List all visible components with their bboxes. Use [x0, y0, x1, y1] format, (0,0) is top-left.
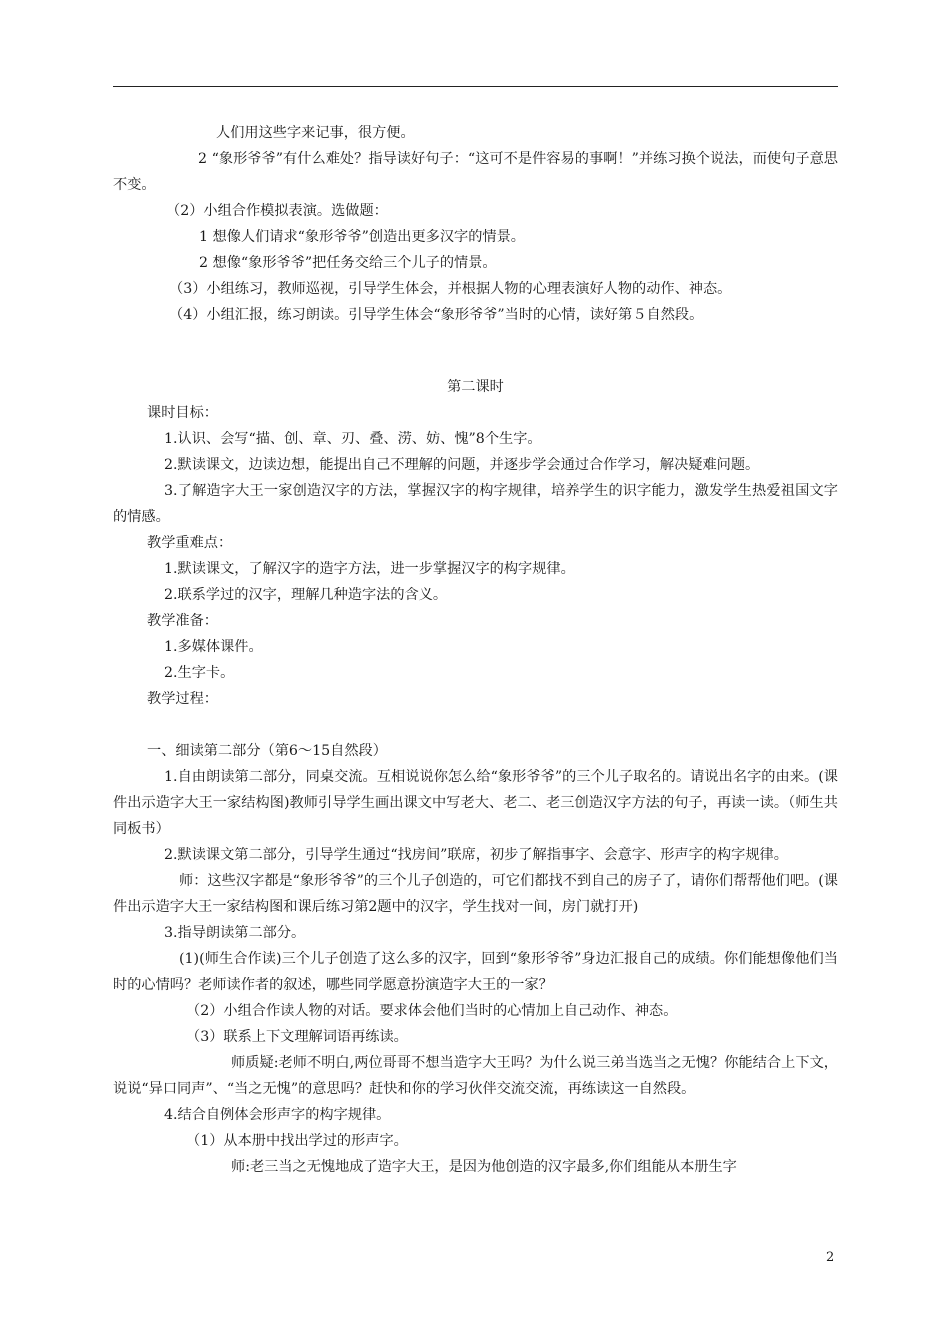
- list-item: 3.指导朗读第二部分。: [164, 925, 306, 941]
- paragraph: (1)(师生合作读)三个儿子创造了这么多的汉字，回到“象形爷爷”身边汇报自己的成绩。你们能想像他们当时的心情吗？老师读作者的叙述，哪些同学愿意扮演造字大王的一家？: [113, 951, 838, 993]
- spacer: [113, 328, 838, 354]
- heading: 课时目标：: [147, 405, 218, 421]
- heading: 教学过程：: [147, 691, 218, 707]
- paragraph: 2 想像“象形爷爷”把任务交给三个儿子的情景。: [199, 255, 497, 271]
- paragraph: 师：这些汉字都是“象形爷爷”的三个儿子创造的，可它们都找不到自己的房子了，请你们帮帮他们吧。(课件出示造字大王一家结构图和课后练习第2题中的汉字，学生找对一间，房门就打开): [113, 873, 838, 915]
- paragraph: 人们用这些字来记事，很方便。: [216, 125, 415, 141]
- list-item: 2.默读课文，边读边想，能提出自己不理解的问题，并逐步学会通过合作学习，解决疑难问题。: [164, 457, 760, 473]
- list-item: 4.结合自例体会形声字的构字规律。: [164, 1107, 391, 1123]
- paragraph: （2）小组合作模拟表演。选做题：: [166, 203, 388, 219]
- document-body: [113, 120, 838, 1180]
- paragraph: （3）小组练习，教师巡视，引导学生体会，并根据人物的心理表演好人物的动作、神态。: [169, 281, 732, 297]
- paragraph: （2）小组合作读人物的对话。要求体会他们当时的心情加上自己动作、神态。: [186, 1003, 678, 1019]
- list-item: 1.默读课文，了解汉字的造字方法，进一步掌握汉字的构字规律。: [164, 561, 575, 577]
- list-item: 2.联系学过的汉字，理解几种造字法的含义。: [164, 587, 448, 603]
- spacer: [113, 354, 838, 374]
- paragraph: 师质疑:老师不明白,两位哥哥不想当造字大王吗？为什么说三弟当选当之无愧？你能结合上下文，说说“异口同声”、“当之无愧”的意思吗？赶快和你的学习伙伴交流交流，再练读这一自然段。: [113, 1055, 838, 1097]
- paragraph: 师:老三当之无愧地成了造字大王，是因为他创造的汉字最多,你们组能从本册生字: [231, 1159, 737, 1175]
- heading: 一、细读第二部分（第6～15自然段）: [147, 743, 387, 759]
- header-rule: [113, 86, 838, 87]
- paragraph: 2.默读课文第二部分，引导学生通过“找房间”联席，初步了解指事字、会意字、形声字的构字规律。: [164, 847, 788, 863]
- list-item: 2.生字卡。: [164, 665, 235, 681]
- paragraph: （3）联系上下文理解词语再练读。: [186, 1029, 408, 1045]
- paragraph: 1.自由朗读第二部分，同桌交流。互相说说你怎么给“象形爷爷”的三个儿子取名的。请说出名字的由来。(课件出示造字大王一家结构图)教师引导学生画出课文中写老大、老二、老三创造汉字方法的句子，再读一读。（师生共同板书）: [113, 769, 838, 837]
- paragraph: 2 “象形爷爷”有什么难处？指导读好句子：“这可不是件容易的事啊！”并练习换个说法，而使句子意思不变。: [113, 151, 838, 193]
- spacer: [113, 712, 838, 738]
- list-item: 3.了解造字大王一家创造汉字的方法，掌握汉字的构字规律，培养学生的识字能力，激发学生热爱祖国文字的情感。: [113, 483, 838, 525]
- page-number: 2: [826, 1250, 835, 1265]
- paragraph: （4）小组汇报，练习朗读。引导学生体会“象形爷爷”当时的心情，读好第５自然段。: [169, 307, 704, 323]
- heading: 教学准备：: [147, 613, 218, 629]
- heading: 教学重难点：: [147, 535, 233, 551]
- list-item: 1.多媒体课件。: [164, 639, 263, 655]
- list-item: （1）从本册中找出学过的形声字。: [186, 1133, 408, 1149]
- paragraph: 1 想像人们请求“象形爷爷”创造出更多汉字的情景。: [199, 229, 525, 245]
- section-title: 第二课时: [447, 379, 504, 395]
- list-item: 1.认识、会写“描、创、章、刃、叠、涝、妨、愧”8个生字。: [164, 431, 542, 447]
